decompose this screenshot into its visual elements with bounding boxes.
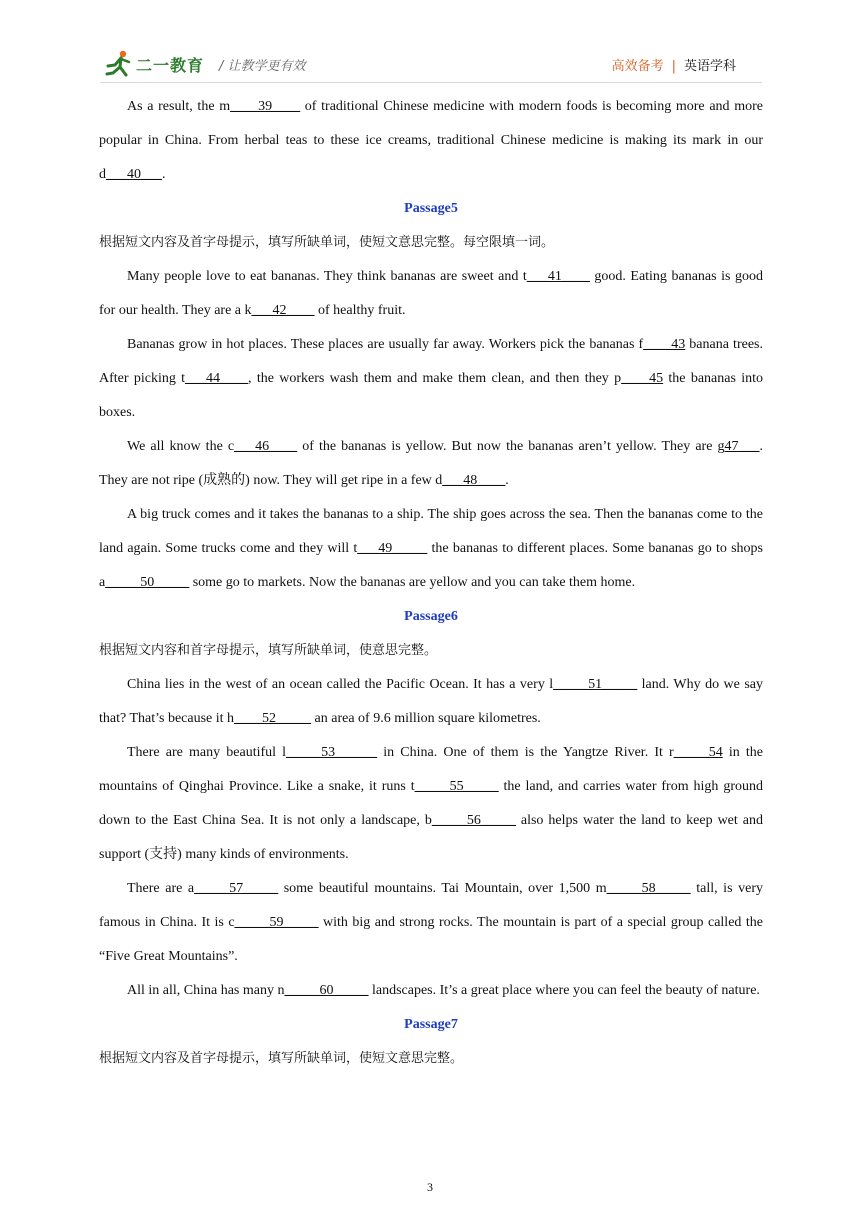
answer-blank: _____50_____ <box>105 575 190 590</box>
paragraph-text: landscapes. It’s a great place where you can feel the beauty of nature. <box>368 983 760 998</box>
answer-blank: _____58_____ <box>606 881 691 896</box>
paragraph-text: of the bananas is yellow. But now the bananas aren’t yellow. They are g <box>297 439 725 454</box>
header-right <box>612 55 736 74</box>
runner-logo-icon <box>104 49 134 79</box>
paragraph-text: land. Why do we say that? That’s because it h <box>99 677 763 726</box>
passage-paragraph <box>99 974 763 1008</box>
paragraph-text: . <box>505 473 509 488</box>
answer-blank: 47___ <box>724 439 760 454</box>
paragraph-text: some go to markets. Now the bananas are yellow and you can take them home. <box>189 575 636 590</box>
answer-blank: _____55_____ <box>414 779 499 794</box>
paragraph-text: Many people love to eat bananas. They think bananas are sweet and t <box>127 269 527 284</box>
paragraph-text: There are many beautiful l <box>127 745 287 760</box>
answer-blank: _____53______ <box>286 745 378 760</box>
paragraph-text: banana trees. After picking t <box>99 337 763 386</box>
passage-title: Passage6 <box>404 609 458 624</box>
answer-blank: ____39____ <box>230 99 301 114</box>
paragraph-text: . They are not ripe (成熟的) now. They will get ripe in a few d <box>99 439 764 488</box>
paragraph-text: Bananas grow in hot places. These places are usually far away. Workers pick the bananas f <box>127 337 644 352</box>
answer-blank: ___42____ <box>251 303 315 318</box>
paragraph-text: A big truck comes and it takes the bananas to a ship. The ship goes across the sea. Then the bananas come to the land again. Some trucks come and they will t <box>99 507 763 556</box>
paragraph-text: the bananas into boxes. <box>99 371 763 420</box>
paragraph-text: of healthy fruit. <box>314 303 406 318</box>
logo-text: 二一教育 <box>136 55 205 75</box>
passage-paragraph <box>99 668 763 736</box>
passage-paragraph <box>99 736 763 872</box>
passage-paragraph <box>99 498 763 600</box>
passage-paragraph <box>99 430 763 498</box>
answer-blank: ___44____ <box>185 371 249 386</box>
paragraph-text: some beautiful mountains. Tai Mountain, over 1,500 m <box>278 881 607 896</box>
paragraph-text: in the mountains of Qinghai Province. Like a snake, it runs t <box>99 745 764 794</box>
paragraph-text: We all know the c <box>127 439 235 454</box>
answer-blank: _____54 <box>673 745 723 760</box>
instruction-text: 根据短文内容和首字母提示，填写所缺单词，使意思完整。 <box>99 643 438 658</box>
passage-title: Passage7 <box>404 1017 458 1032</box>
answer-blank: ___46____ <box>234 439 298 454</box>
answer-blank: ___40___ <box>106 167 162 182</box>
answer-blank: ____43 <box>643 337 686 352</box>
paragraph-text: As a result, the m <box>127 99 231 114</box>
answer-blank: _____59_____ <box>234 915 319 930</box>
paragraph-text: the bananas to different places. Some bananas go to shops a <box>99 541 763 590</box>
answer-blank: _____60_____ <box>284 983 369 998</box>
paragraph-text: in China. One of them is the Yangtze River. It r <box>377 745 674 760</box>
paragraph-text: an area of 9.6 million square kilometres. <box>311 711 541 726</box>
answer-blank: ___49_____ <box>357 541 428 556</box>
document-body <box>99 90 763 1076</box>
passage-paragraph <box>99 90 763 192</box>
passage-paragraph <box>99 328 763 430</box>
paragraph-text: tall, is very famous in China. It is c <box>99 881 763 930</box>
answer-blank: _____57_____ <box>194 881 279 896</box>
page-header <box>0 0 860 90</box>
answer-blank: ___48____ <box>442 473 506 488</box>
paragraph-text: All in all, China has many n <box>127 983 285 998</box>
logo <box>104 47 204 81</box>
passage-paragraph <box>99 872 763 974</box>
paragraph-text: China lies in the west of an ocean called the Pacific Ocean. It has a very l <box>127 677 554 692</box>
instruction-text: 根据短文内容及首字母提示，填写所缺单词，使短文意思完整。每空限填一词。 <box>99 235 555 250</box>
answer-blank: ___41____ <box>526 269 590 284</box>
paragraph-text: the land, and carries water from high ground down to the East China Sea. It is not only a landscape, b <box>99 779 763 828</box>
paragraph-text: . <box>162 167 166 182</box>
header-subject: 英语学科 <box>683 59 736 74</box>
answer-blank: _____51_____ <box>553 677 638 692</box>
header-tag: 高效备考 <box>611 59 664 74</box>
passage-title: Passage5 <box>404 201 458 216</box>
answer-blank: _____56_____ <box>431 813 516 828</box>
paragraph-text: also helps water the land to keep wet and support (支持) many kinds of environments. <box>99 813 763 862</box>
header-separator: | <box>671 59 676 74</box>
paragraph-text: with big and strong rocks. The mountain is part of a special group called the “Five Great Mountains”. <box>99 915 763 964</box>
paragraph-text: good. Eating bananas is good for our health. They are a k <box>99 269 763 318</box>
page-number: 3 <box>427 1180 433 1194</box>
answer-blank: ____52_____ <box>234 711 312 726</box>
answer-blank: ____45 <box>621 371 664 386</box>
passage-paragraph <box>99 260 763 328</box>
paragraph-text: , the workers wash them and make them clean, and then they p <box>248 371 622 386</box>
instruction-text: 根据短文内容及首字母提示，填写所缺单词，使短文意思完整。 <box>99 1051 464 1066</box>
header-divider <box>100 82 762 83</box>
slogan: / 让教学更有效 <box>219 59 306 74</box>
paragraph-text: of traditional Chinese medicine with modern foods is becoming more and more popular in China. From herbal teas to these ice creams, traditional Chinese medicine is making its mark in our d <box>99 99 763 182</box>
paragraph-text: There are a <box>127 881 195 896</box>
